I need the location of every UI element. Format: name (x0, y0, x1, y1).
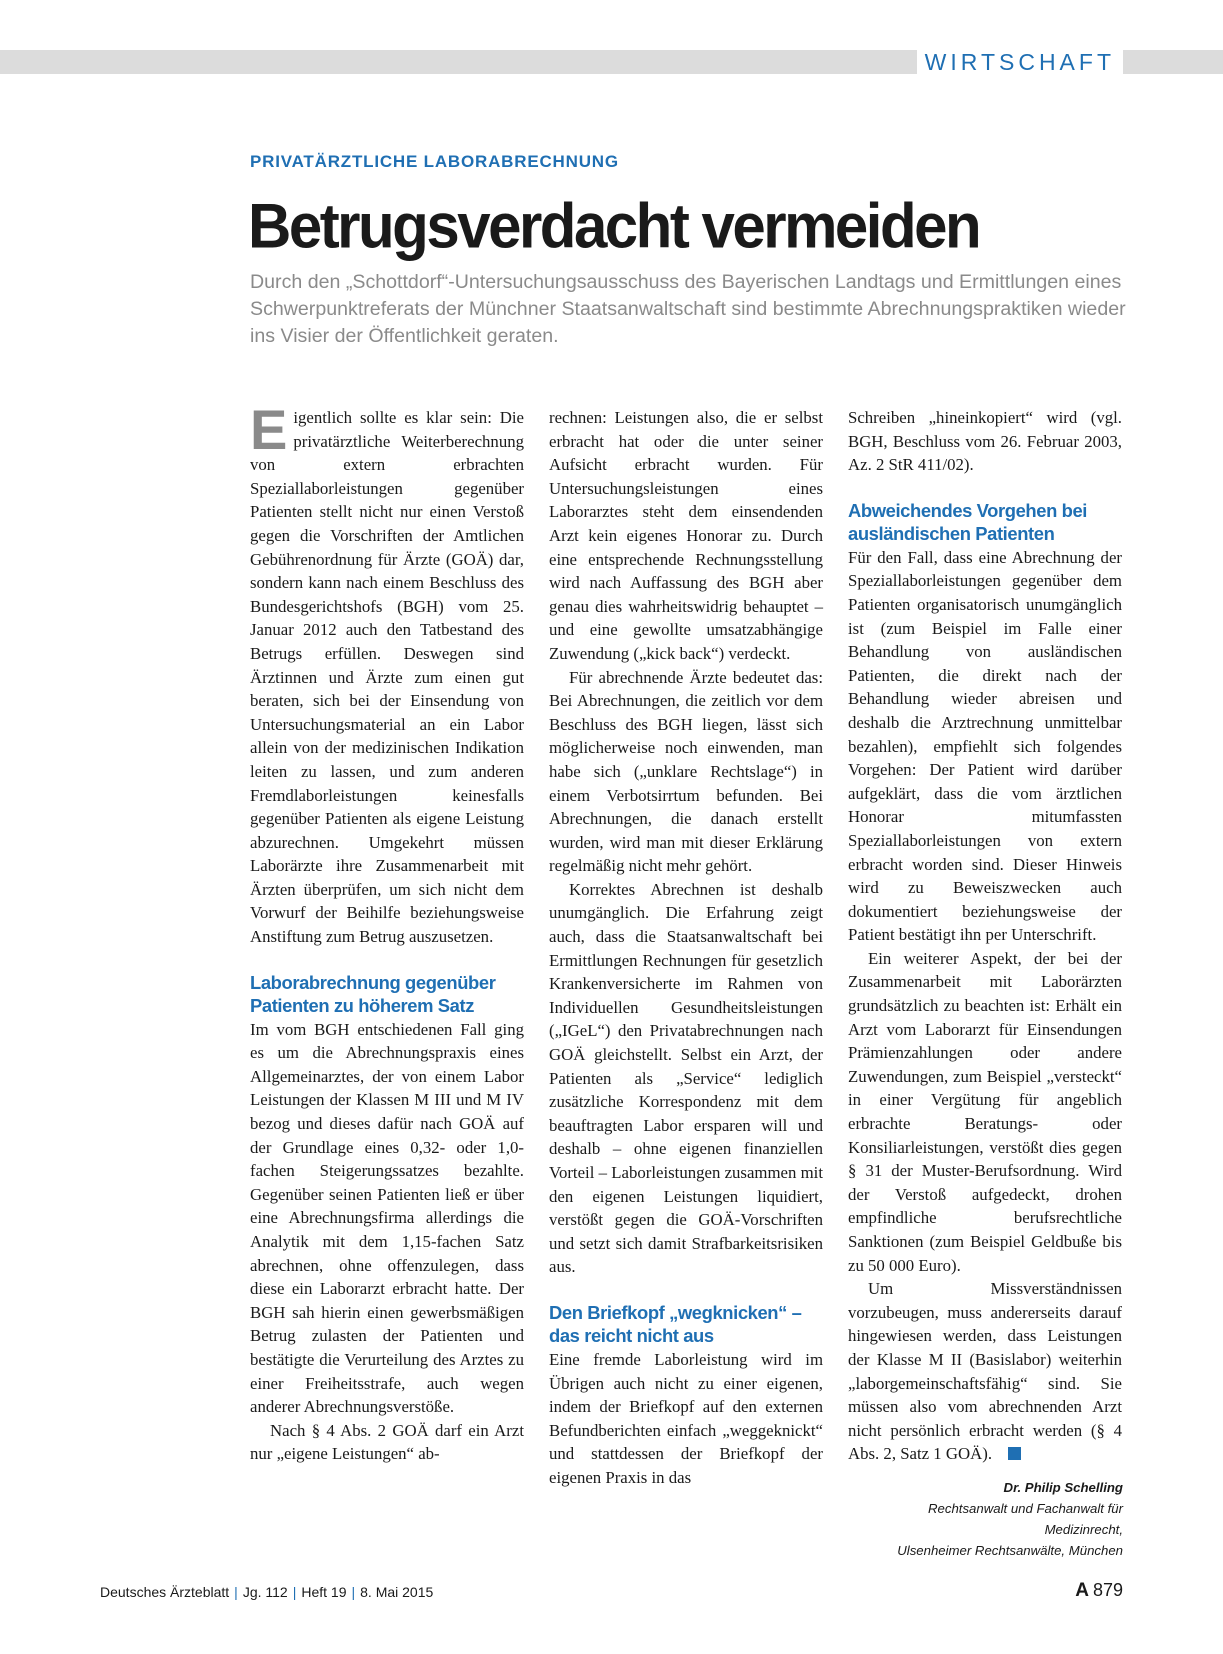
journal-volume: Jg. 112 (242, 1584, 288, 1600)
article-title: Betrugsverdacht vermeiden (248, 191, 980, 262)
paragraph (848, 1277, 1122, 1466)
author-name: Dr. Philip Schelling (1003, 1480, 1123, 1495)
subheading: Laborabrechnung gegenüber Patienten zu höherem Satz (250, 971, 496, 1016)
article-column-2 (549, 406, 823, 1490)
paragraph: Korrektes Abrechnen ist deshalb unumgänglich. Die Erfahrung zeigt auch, dass die Staatsanwaltschaft bei Ermittlungen Rechnungen für gesetzlich Krankenversicherte im Rahmen von Individuellen Gesundheitsleistungen („IGeL“) den Privatabrechnungen nach GOÄ gleichstellt. Selbst ein Arzt, der Patienten als „Service“ lediglich zusätzliche Korrespondenz mit dem beauftragten Labor ersparen will und deshalb – ohne eigenen finanziellen Vorteil – Laborleistungen zusammen mit den eigenen Leistungen liquidiert, verstößt gegen die GOÄ-Vorschriften und setzt sich damit Strafbarkeitsrisiken aus. (549, 879, 823, 1277)
author-title-line-2: Medizinrecht, (1044, 1522, 1123, 1537)
subheading: Den Briefkopf „wegknicken“ – das reicht nicht aus (549, 1301, 802, 1346)
journal-name: Deutsches Ärzteblatt (100, 1584, 230, 1600)
page-number (1075, 1580, 1123, 1602)
page-number-value: 879 (1092, 1580, 1123, 1600)
paragraph-text: igentlich sollte es klar sein: Die privatärztliche Weiterberechnung von extern erbrachten Speziallaborleistungen gegenüber Patienten stellt nicht nur einen Verstoß gegen die Vorschriften der Amtlichen Gebührenordnung für Ärzte (GOÄ) dar, sondern kann nach einem Beschluss des Bundesgerichtshofs (BGH) vom 25. Januar 2012 auch den Tatbestand des Betrugs erfüllen. Deswegen sind Ärztinnen und Ärzte zum einen gut beraten, sich bei der Einsendung von Untersuchungsmaterial an ein Labor allein von der medizinischen Indikation leiten zu lassen, und zum anderen Fremdlaborleistungen keinesfalls gegenüber Patienten als eigene Leistung abzurechnen. Umgekehrt müssen Laborärzte ihre Zusammenarbeit mit Ärzten überprüfen, um sich nicht dem Vorwurf der Beihilfe beziehungsweise Anstiftung zum Betrug auszusetzen. (250, 408, 524, 947)
paragraph: Für abrechnende Ärzte bedeutet das: Bei Abrechnungen, die zeitlich vor dem Beschluss des BGH liegen, lässt sich möglicherweise noch einwenden, man habe sich („unklare Rechtslage“) in einem Verbotsirrtum befunden. Bei Abrechnungen, die danach erstellt wurden, wird man mit dieser Erklärung regelmäßig nicht mehr gehört. (549, 667, 823, 876)
article-kicker: PRIVATÄRZTLICHE LABORABRECHNUNG (250, 152, 619, 171)
footer-citation (100, 1584, 433, 1600)
paragraph: Nach § 4 Abs. 2 GOÄ darf ein Arzt nur „eigene Leistungen“ ab- (250, 1420, 524, 1464)
paragraph: Schreiben „hineinkopiert“ wird (vgl. BGH, Beschluss vom 26. Februar 2003, Az. 2 StR 411/02). (848, 408, 1122, 475)
article-column-1 (250, 398, 524, 1466)
author-title-line-1: Rechtsanwalt und Fachanwalt für (928, 1501, 1123, 1516)
article-lead: Durch den „Schottdorf“-Untersuchungsausschuss des Bayerischen Landtags und Ermittlungen eines Schwerpunktreferats der Münchner Staatsanwaltschaft sind bestimmte Abrechnungspraktiken wieder ins Visier der Öffentlichkeit geraten. (250, 271, 1126, 347)
page-edition-letter: A (1075, 1580, 1089, 1601)
author-affiliation: Ulsenheimer Rechtsanwälte, München (897, 1543, 1123, 1558)
paragraph: Für den Fall, dass eine Abrechnung der Speziallaborleistungen gegenüber dem Patienten organisatorisch unumgänglich ist (zum Beispiel im Falle einer Behandlung von ausländischen Patienten, die direkt nach der Behandlung wieder abreisen und deshalb die Arztrechnung unmittelbar bezahlen), empfiehlt sich folgendes Vorgehen: Der Patient wird darüber aufgeklärt, dass die vom ärztlichen Honorar mitumfassten Speziallaborleistungen von extern erbracht worden sind. Dieser Hinweis wird zu Beweiszwecken auch dokumentiert beziehungsweise der Patient bestätigt ihn per Unterschrift. (848, 547, 1122, 945)
end-mark-icon (1008, 1447, 1021, 1460)
article-column-3 (848, 406, 1122, 1466)
separator: | (351, 1584, 356, 1600)
paragraph: Ein weiterer Aspekt, der bei der Zusammenarbeit mit Laborärzten grundsätzlich zu beachten ist: Erhält ein Arzt vom Laborarzt für Einsendungen Prämienzahlungen oder andere Zuwendungen, zum Beispiel „versteckt“ in einer Vergütung für angeblich erbrachte Beratungs- oder Konsiliarleistungen, verstößt dies gegen § 31 der Muster-Berufsordnung. Wird der Verstoß aufgedeckt, drohen empfindliche berufsrechtliche Sanktionen (zum Beispiel Geldbuße bis zu 50 000 Euro). (848, 948, 1122, 1275)
separator: | (292, 1584, 297, 1600)
paragraph-text: Um Missverständnissen vorzubeugen, muss andererseits darauf hingewiesen werden, dass Leistungen der Klasse M II (Basislabor) weiterhin „laborgemeinschaftsfähig“ sind. Sie müssen also vom abrechnenden Arzt nicht persönlich erbracht werden (§ 4 Abs. 2, Satz 1 GOÄ). (848, 1279, 1122, 1464)
subheading: Abweichendes Vorgehen bei ausländischen Patienten (848, 499, 1088, 544)
section-label: WIRTSCHAFT (917, 49, 1123, 75)
journal-date: 8. Mai 2015 (360, 1584, 434, 1600)
journal-issue: Heft 19 (301, 1584, 347, 1600)
author-block (793, 1477, 1123, 1561)
paragraph: rechnen: Leistungen also, die er selbst erbracht hat oder die unter seiner Aufsicht erbracht wurden. Für Untersuchungsleistungen eines Laborarztes steht dem einsendenden Arzt kein eigenes Honorar zu. Durch eine entsprechende Rechnungsstellung wird nach Auffassung des BGH aber genau dies wahrheitswidrig behauptet – und eine gewollte umsatzabhängige Zuwendung („kick back“) verdeckt. (549, 408, 823, 663)
separator: | (234, 1584, 238, 1600)
paragraph: Im vom BGH entschiedenen Fall ging es um die Abrechnungspraxis eines Allgemeinarztes, der von einem Labor Leistungen der Klassen M III und M IV bezog und dieses dafür nach GOÄ auf der Grundlage eines 0,32- oder 1,0-fachen Steigerungssatzes bezahlte. Gegenüber seinen Patienten ließ er über eine Abrechnungsfirma allerdings die Analytik mit dem 1,15-fachen Satz abrechnen, ohne offenzulegen, dass diese ein Laborarzt erbracht hatte. Der BGH sah hierin einen gewerbsmäßigen Betrug zulasten der Patienten und bestätigte die Verurteilung des Arztes zu einer Freiheitsstrafe, auch wegen anderer Abrechnungsverstöße. (250, 1019, 524, 1417)
paragraph (250, 398, 524, 949)
drop-cap: E (250, 398, 288, 461)
paragraph: Eine fremde Laborleistung wird im Übrigen auch nicht zu einer eigenen, indem der Briefkopf auf den externen Befundberichten einfach „weggeknickt“ und stattdessen der Briefkopf der eigenen Praxis in das (549, 1349, 823, 1487)
